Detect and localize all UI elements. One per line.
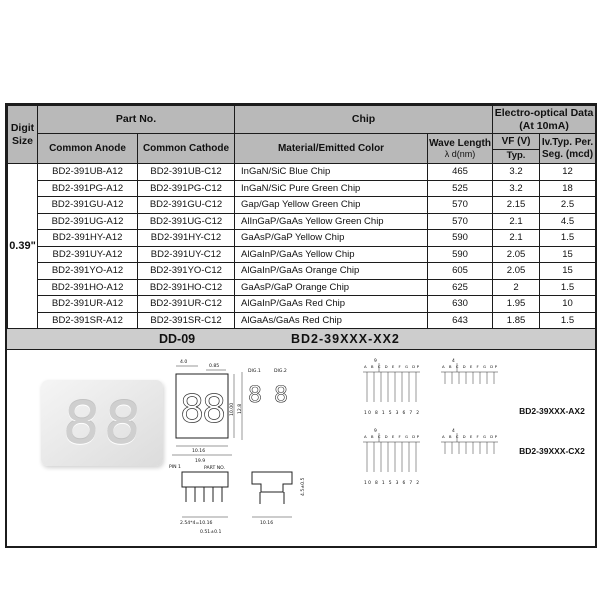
cell-wavelength: 590 xyxy=(428,230,493,247)
cell-iv: 12 xyxy=(540,164,596,181)
segment-letters: A B C D E F G DP xyxy=(364,434,419,439)
anode-part-label: BD2-39XXX-AX2 xyxy=(519,406,585,416)
side-view xyxy=(182,465,228,502)
table-row xyxy=(8,246,596,263)
table-row xyxy=(8,164,596,181)
cell-vf: 2.1 xyxy=(493,230,540,247)
part-no-label: PART NO. xyxy=(204,466,226,471)
series-part-number: BD2-39XXX-XX2 xyxy=(291,332,400,346)
cell-iv: 15 xyxy=(540,246,596,263)
wavelength-header xyxy=(428,134,493,164)
section-band xyxy=(7,329,595,350)
wavelength-header-line1: Wave Length xyxy=(429,137,491,149)
table-row xyxy=(8,296,596,313)
cell-common-cathode: BD2-391GU-C12 xyxy=(138,197,235,214)
digit-pin-4: 4 xyxy=(452,359,455,364)
cell-common-anode: BD2-391YO-A12 xyxy=(38,263,138,280)
cell-wavelength: 570 xyxy=(428,213,493,230)
cell-wavelength: 525 xyxy=(428,180,493,197)
cell-iv: 10 xyxy=(540,296,596,313)
front-view xyxy=(176,374,228,438)
digit-size-header-line1: Digit xyxy=(10,122,35,135)
eo-data-header xyxy=(493,106,596,134)
iv-header-line1: Iv.Typ. Per. xyxy=(541,137,594,148)
cell-common-anode: BD2-391UG-A12 xyxy=(38,213,138,230)
seg-digit-2: 8 xyxy=(274,383,288,408)
segment-letters: A B C D E F G DP xyxy=(364,364,419,369)
cell-common-cathode: BD2-391HO-C12 xyxy=(138,279,235,296)
digit-size-header xyxy=(8,106,38,164)
cell-wavelength: 625 xyxy=(428,279,493,296)
dim-label-pitch: 2.54*4=10.16 xyxy=(180,521,213,526)
cell-wavelength: 570 xyxy=(428,197,493,214)
anode-unit-2 xyxy=(441,358,498,384)
iv-header xyxy=(540,134,596,164)
header-row-2 xyxy=(8,134,596,150)
cell-common-cathode: BD2-391YO-C12 xyxy=(138,263,235,280)
dig1-label: DIG.1 xyxy=(248,369,261,374)
cell-common-cathode: BD2-391UB-C12 xyxy=(138,164,235,181)
spec-table xyxy=(7,105,596,329)
chip-header: Chip xyxy=(235,106,493,134)
cell-iv: 1.5 xyxy=(540,230,596,247)
segment-letters: A B C D E F G DP xyxy=(442,434,497,439)
cell-wavelength: 630 xyxy=(428,296,493,313)
digit-pin-9: 9 xyxy=(374,359,377,364)
segment-letters: A B C D E F G DP xyxy=(442,364,497,369)
cell-vf: 2.05 xyxy=(493,246,540,263)
cell-material: AlGaInP/GaAs Red Chip xyxy=(235,296,428,313)
table-row xyxy=(8,230,596,247)
cell-vf: 3.2 xyxy=(493,164,540,181)
cell-vf: 3.2 xyxy=(493,180,540,197)
cell-common-anode: BD2-391UR-A12 xyxy=(38,296,138,313)
dim-label-height: 4.5±0.5 xyxy=(301,477,306,496)
photo-digit: 8 xyxy=(60,389,103,457)
cell-material: AlGaInP/GaAs Orange Chip xyxy=(235,263,428,280)
cell-iv: 2.5 xyxy=(540,197,596,214)
digit-pin-9: 9 xyxy=(374,429,377,434)
cell-common-anode: BD2-391SR-A12 xyxy=(38,312,138,329)
photo-digit: 8 xyxy=(101,389,144,457)
cell-vf: 2.1 xyxy=(493,213,540,230)
cell-wavelength: 605 xyxy=(428,263,493,280)
material-header: Material/Emitted Color xyxy=(235,134,428,164)
cell-material: AlGaAs/GaAs Red Chip xyxy=(235,312,428,329)
cell-common-anode: BD2-391PG-A12 xyxy=(38,180,138,197)
cell-iv: 18 xyxy=(540,180,596,197)
pin-numbers: 10 8 1 5 3 6 7 2 xyxy=(364,411,419,416)
digit-size-value: 0.39" xyxy=(8,164,38,329)
eo-data-header-line2: (At 10mA) xyxy=(519,119,569,132)
cell-common-anode: BD2-391UY-A12 xyxy=(38,246,138,263)
cell-material: InGaN/SiC Blue Chip xyxy=(235,164,428,181)
vf-typ-header: Typ. xyxy=(493,150,540,164)
dig2-label: DIG.2 xyxy=(274,369,287,374)
cell-iv: 4.5 xyxy=(540,213,596,230)
dim-label-4-0: 4.0 xyxy=(180,360,188,365)
cathode-unit-1 xyxy=(363,428,420,486)
table-row xyxy=(8,312,596,329)
cell-wavelength: 643 xyxy=(428,312,493,329)
front-digit-2: 8 xyxy=(202,387,227,431)
cell-common-cathode: BD2-391SR-C12 xyxy=(138,312,235,329)
segment-diagrams xyxy=(248,368,288,408)
dim-label-10-16-b: 10.16 xyxy=(260,521,274,526)
cell-wavelength: 590 xyxy=(428,246,493,263)
cathode-part-label: BD2-39XXX-CX2 xyxy=(519,446,585,456)
seg-digit-1: 8 xyxy=(248,383,262,408)
iv-header-line2: Seg. (mcd) xyxy=(541,148,594,160)
table-row xyxy=(8,197,596,214)
cell-material: AlGaInP/GaAs Yellow Chip xyxy=(235,246,428,263)
cell-common-cathode: BD2-391UG-C12 xyxy=(138,213,235,230)
dim-label-19-9: 19.9 xyxy=(195,459,206,464)
cell-iv: 15 xyxy=(540,263,596,280)
pin1-label: PIN 1 xyxy=(169,465,181,470)
end-profile-view xyxy=(252,472,292,504)
header-row-1 xyxy=(8,106,596,134)
vf-header: VF (V) xyxy=(493,134,540,150)
common-cathode-header: Common Cathode xyxy=(138,134,235,164)
table-row xyxy=(8,279,596,296)
table-row xyxy=(8,263,596,280)
cell-vf: 2.05 xyxy=(493,263,540,280)
anode-unit-1 xyxy=(363,358,420,416)
cell-wavelength: 465 xyxy=(428,164,493,181)
cell-common-cathode: BD2-391UY-C12 xyxy=(138,246,235,263)
dim-label-10-00: 10.00 xyxy=(230,402,235,416)
cell-common-cathode: BD2-391HY-C12 xyxy=(138,230,235,247)
cell-common-anode: BD2-391UB-A12 xyxy=(38,164,138,181)
cell-common-anode: BD2-391HO-A12 xyxy=(38,279,138,296)
cell-material: InGaN/SiC Pure Green Chip xyxy=(235,180,428,197)
cell-vf: 2 xyxy=(493,279,540,296)
pin-numbers: 10 8 1 5 3 6 7 2 xyxy=(364,481,419,486)
dim-label-lead: 0.51±0.1 xyxy=(200,530,222,535)
wavelength-header-line2: λ d(nm) xyxy=(444,149,476,160)
digit-size-header-line2: Size xyxy=(11,134,33,147)
front-digit-1: 8 xyxy=(180,387,205,431)
cell-common-anode: BD2-391GU-A12 xyxy=(38,197,138,214)
model-code: DD-09 xyxy=(159,332,196,346)
cell-vf: 1.95 xyxy=(493,296,540,313)
cell-material: Gap/Gap Yellow Green Chip xyxy=(235,197,428,214)
datasheet xyxy=(5,103,597,548)
table-row xyxy=(8,213,596,230)
cell-common-cathode: BD2-391UR-C12 xyxy=(138,296,235,313)
display-photo xyxy=(41,380,163,466)
digit-pin-4: 4 xyxy=(452,429,455,434)
cell-common-anode: BD2-391HY-A12 xyxy=(38,230,138,247)
cell-iv: 1.5 xyxy=(540,312,596,329)
dim-label-10-16: 10.16 xyxy=(192,449,206,454)
cell-vf: 2.15 xyxy=(493,197,540,214)
dim-label-12-8: 12.8 xyxy=(238,403,243,414)
pin-diagram-anode xyxy=(359,356,513,422)
cell-material: AlInGaP/GaAs Yellow Green Chip xyxy=(235,213,428,230)
drawing-area xyxy=(7,350,595,546)
eo-data-header-line1: Electro-optical Data xyxy=(494,107,594,120)
dim-label-0-85: 0.85 xyxy=(209,364,220,369)
part-no-header: Part No. xyxy=(38,106,235,134)
table-row xyxy=(8,180,596,197)
pin-diagram-cathode xyxy=(359,426,513,492)
common-anode-header: Common Anode xyxy=(38,134,138,164)
cell-material: GaAsP/GaP Orange Chip xyxy=(235,279,428,296)
cell-vf: 1.85 xyxy=(493,312,540,329)
cell-material: GaAsP/GaP Yellow Chip xyxy=(235,230,428,247)
dimension-drawing xyxy=(168,354,355,542)
cell-common-cathode: BD2-391PG-C12 xyxy=(138,180,235,197)
cathode-unit-2 xyxy=(441,428,498,454)
cell-iv: 1.5 xyxy=(540,279,596,296)
